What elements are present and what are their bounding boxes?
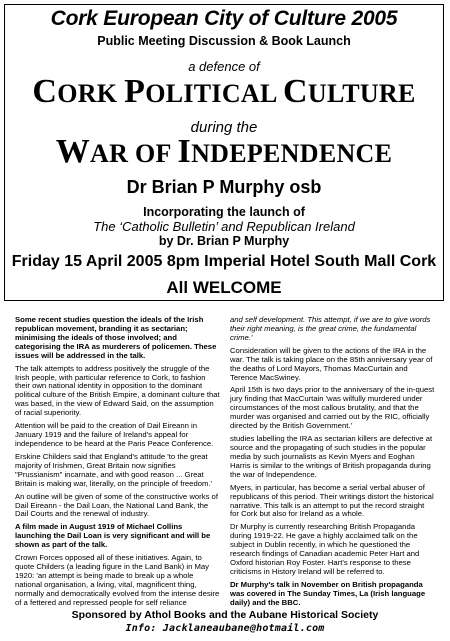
paragraph: Myers, in particular, has become a serial verbal abuser of republicans of this period. Their writings distort the historical narrative. This talk is an attempt to put the record straight for Cork but also for Ireland as a whole. xyxy=(230,482,434,519)
contact-info: Info: Jacklaneaubane@hotmail.com xyxy=(125,623,325,634)
paragraph: The talk attempts to address positively the struggle of the Irish people, with particular reference to Cork, to fashion their own national identity in opposition to the dominant political culture of the British Empire, a dominant culture that was based, in the view of Edward Said, on the assumption of racial superiority. xyxy=(15,363,220,418)
date-venue: Friday 15 April 2005 8pm Imperial Hotel South Mall Cork xyxy=(11,253,437,270)
welcome-line: All WELCOME xyxy=(166,278,282,297)
speaker-name: Dr Brian P Murphy osb xyxy=(126,177,322,197)
paragraph: Attention will be paid to the creation of Dail Eireann in January 1919 and the failure of Ireland's appeal for independence to be heard at the Paris Peace Conference. xyxy=(15,421,214,448)
body-column-left xyxy=(15,316,220,612)
paragraph: A film made in August 1919 of Michael Collins launching the Dail Loan is very significant and will be shown as part of the talk. xyxy=(15,522,211,550)
main-heading-war-of-independence: WAR OF INDEPENDENCE xyxy=(55,133,393,170)
book-author: by Dr. Brian P Murphy xyxy=(158,234,290,248)
book-title: The ‘Catholic Bulletin’ and Republican Ireland xyxy=(93,219,355,234)
defence-line: a defence of xyxy=(188,59,260,74)
poster-header xyxy=(4,4,444,301)
paragraph: Dr Murphy is currently researching British Propaganda during 1919-22. He gave a highly acclaimed talk on the subject in Dublin recently, in which he questioned the research findings of Canadian academic Peter Hart and Oxford historian Roy Foster. Hart's response to these criticisms in History Ireland will be referred to. xyxy=(230,522,420,576)
incorporating-line: Incorporating the launch of xyxy=(143,205,305,219)
main-heading-cork-political-culture: CORK POLITICAL CULTURE xyxy=(32,73,416,110)
event-title: Cork European City of Culture 2005 xyxy=(50,7,398,30)
paragraph: Erskine Childers said that England's attitude 'to the great majority of Irishmen, Great Britain now signifies "Prussianism" incarnate, and with good reason ... Great Britain is making war, literally, on the principle of freedom.' xyxy=(15,451,213,488)
during-line: during the xyxy=(190,119,258,136)
paragraph: April 15th is two days prior to the anniversary of the in-quest jury finding that MacCurtain 'was wilfully murdered under circumstances of the most callous brutality, and that the murder was organised and carried out by the RIC, officially directed by the British Government.' xyxy=(230,385,435,431)
paragraph: Consideration will be given to the actions of the IRA in the war. The talk is taking place on the 85th anniversary year of the deaths of Lord Mayors, Thomas MacCurtain and Terence MacSwiney. xyxy=(230,345,433,382)
body-column-right xyxy=(230,316,435,612)
paragraph: studies labelling the IRA as sectarian killers are defective at source and the propagating of such studies in the popular media by such journalists as Kevin Myers and Eoghan Harris is similar to the writings of British propaganda during the war of Independence. xyxy=(230,434,433,479)
paragraph: Crown Forces opposed all of these initiatives. Again, to quote Childers (a leading figure in the Land Bank) in May 1920: 'an attempt is being made to break up a whole national organisation, a living, vital, magnificent thing, normally and democratically evolved from the intense desire of a fettered and repressed people for self reliance xyxy=(15,553,220,607)
paragraph: and self development. This attempt, if we are to give words their right meaning, is the great crime, the fundamental crime.' xyxy=(230,315,431,342)
paragraph: Dr Murphy's talk in November on British propaganda was covered in The Sunday Times, La (Irish language daily) and the BBC. xyxy=(230,579,426,607)
paragraph: Some recent studies question the ideals of the Irish republican movement, branding it as sectarian; minimising the ideals of those involved; and categorising the IRA as murderers of policemen. These issues will be addressed in the talk. xyxy=(15,315,217,360)
sponsors-line: Sponsored by Athol Books and the Aubane Historical Society xyxy=(71,609,379,621)
event-subtitle: Public Meeting Discussion & Book Launch xyxy=(97,34,351,48)
paragraph: An outline will be given of some of the constructive works of Dail Eireann - the Dail Loan, the National Land Bank, the Dail Courts and the renewal of industry. xyxy=(15,491,218,519)
